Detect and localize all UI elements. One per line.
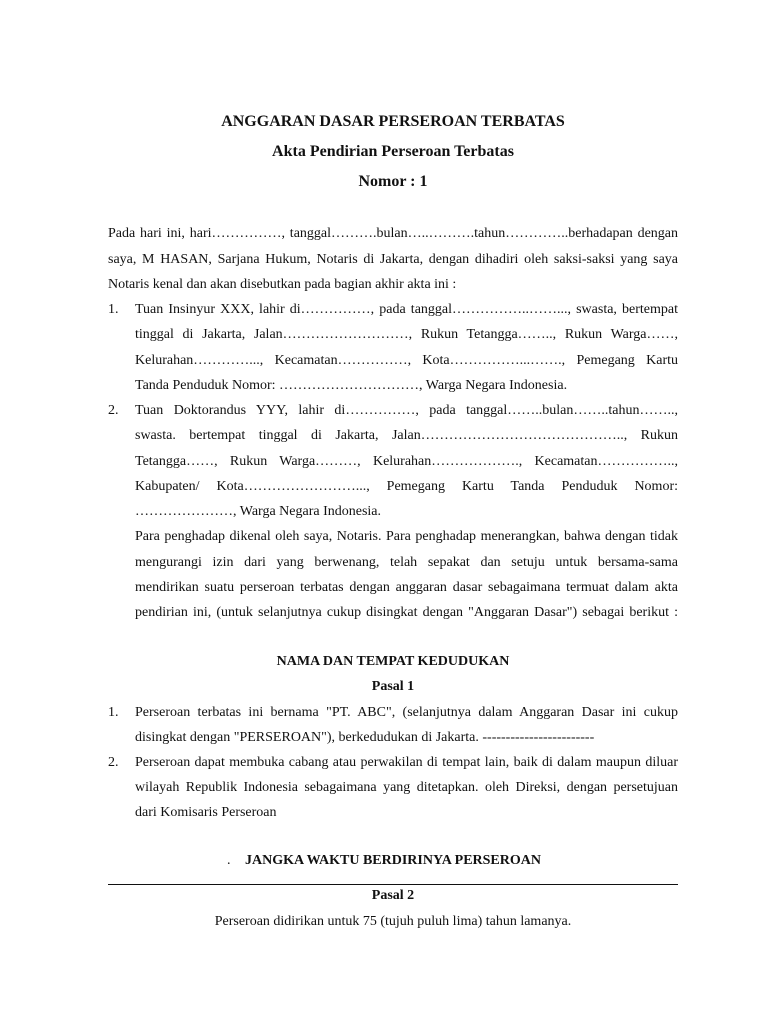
- list-number: 1.: [108, 302, 119, 317]
- paragraph-line: Para penghadap dikenal oleh saya, Notaris. Para penghadap menerangkan, bahwa dengan tidak: [135, 529, 678, 544]
- pasal-heading: Pasal 1: [371, 679, 415, 694]
- party-line: Kelurahan…………..., Kecamatan……………, Kota……………...……., Pemegang Kartu: [135, 353, 678, 368]
- stray-dot: .: [227, 853, 231, 868]
- party-line: Kabupaten/ Kota……………………..., Pemegang Kartu Tanda Penduduk Nomor:: [135, 479, 678, 494]
- paragraph-line: mendirikan suatu perseroan terbatas dengan anggaran dasar sebagaimana termuat dalam akta: [135, 580, 678, 595]
- article-line: Perseroan terbatas ini bernama "PT. ABC", (selanjutnya dalam Anggaran Dasar ini cukup: [135, 705, 678, 720]
- article-line: Perseroan dapat membuka cabang atau perwakilan di tempat lain, baik di dalam maupun diluar: [135, 755, 678, 770]
- article-line: wilayah Republik Indonesia sebagaimana yang ditetapkan. oleh Direksi, dengan persetujuan: [135, 780, 678, 795]
- party-line: Tanda Penduduk Nomor: …………………………, Warga Negara Indonesia.: [135, 378, 568, 393]
- article-line: dari Komisaris Perseroan: [135, 805, 277, 820]
- party-line: Tetangga……, Rukun Warga………, Kelurahan………………., Kecamatan……………..,: [135, 454, 678, 469]
- party-line: tinggal di Jakarta, Jalan………………………, Rukun Tetangga…….., Rukun Warga……,: [135, 327, 678, 342]
- paragraph-line: mengurangi izin dari yang berwenang, telah sepakat dan setuju untuk bersama-sama: [135, 555, 678, 570]
- party-line: Tuan Doktorandus YYY, lahir di……………, pada tanggal……..bulan……..tahun……..,: [135, 403, 678, 418]
- document-title: ANGGARAN DASAR PERSEROAN TERBATAS: [221, 113, 565, 130]
- party-line: swasta. bertempat tinggal di Jakarta, Jalan…………………………………….., Rukun: [135, 428, 678, 443]
- document-subtitle: Akta Pendirian Perseroan Terbatas: [272, 143, 514, 160]
- article-text: Perseroan didirikan untuk 75 (tujuh puluh lima) tahun lamanya.: [214, 914, 572, 929]
- list-number: 2.: [108, 403, 119, 418]
- section-heading: JANGKA WAKTU BERDIRINYA PERSEROAN: [244, 853, 541, 868]
- intro-line: saya, M HASAN, Sarjana Hukum, Notaris di Jakarta, dengan dihadiri oleh saksi-saksi yang saya: [108, 252, 678, 267]
- list-number: 1.: [108, 705, 119, 720]
- section-heading: NAMA DAN TEMPAT KEDUDUKAN: [276, 654, 510, 669]
- article-line: disingkat dengan "PERSEROAN"), berkedudukan di Jakarta. ------------------------: [135, 730, 595, 745]
- horizontal-rule: [108, 884, 678, 885]
- document-number: Nomor : 1: [358, 173, 428, 190]
- paragraph-line: pendirian ini, (untuk selanjutnya cukup disingkat dengan "Anggaran Dasar") sebagai berikut :: [135, 605, 678, 620]
- list-number: 2.: [108, 755, 119, 770]
- intro-line: Pada hari ini, hari……………, tanggal……….bulan…..……….tahun…………..berhadapan dengan: [108, 226, 678, 241]
- intro-line: Notaris kenal dan akan disebutkan pada bagian akhir akta ini :: [108, 277, 457, 292]
- pasal-heading: Pasal 2: [371, 888, 415, 903]
- party-line: …………………, Warga Negara Indonesia.: [135, 504, 382, 519]
- party-line: Tuan Insinyur XXX, lahir di……………, pada tanggal……………..……..., swasta, bertempat: [135, 302, 678, 317]
